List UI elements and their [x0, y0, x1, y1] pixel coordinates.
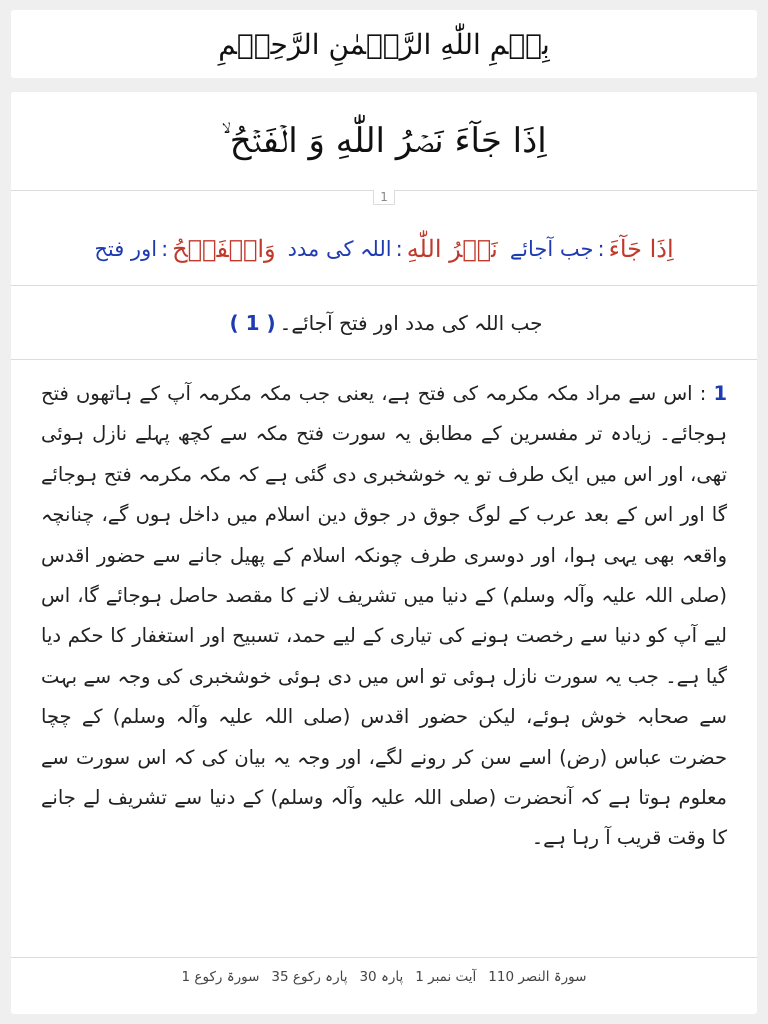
footnote-reference[interactable]: ( 1 ) — [229, 310, 276, 335]
ayah-card[interactable] — [11, 92, 757, 1014]
footer-para: پارہ 30 — [359, 969, 404, 985]
footer-surah-ruku: سورۃ رکوع 1 — [181, 969, 260, 985]
ayah-number: 1 — [373, 190, 395, 205]
tafseer-commentary — [11, 360, 757, 958]
footer-para-ruku: پارہ رکوع 35 — [271, 969, 348, 985]
word-urdu: اور فتح — [94, 237, 158, 261]
ayah-arabic-text: اِذَا جَآءَ نَصۡرُ اللّٰهِ وَ الۡفَتۡحُ ۙ — [221, 121, 547, 161]
translation-text: جب اللہ کی مدد اور فتح آجائے۔ — [279, 310, 543, 335]
word-separator: : — [597, 237, 605, 261]
bismillah-card — [11, 10, 757, 78]
commentary-text: اس سے مراد مکہ مکرمہ کی فتح ہے، یعنی جب مکہ مکرمہ آپ کے ہاتھوں فتح ہوجائے۔ زیادہ تر مفسرین کے مطابق یہ سورت فتح مکہ سے کچھ پہلے نازل ہوئی تھی، اور اس میں ایک طرف تو یہ خوشخبری دی گئی ہے کہ مکہ مکرمہ فتح ہوجائے گا اور اس کے بعد عرب کے لوگ جوق در جوق دین اسلام میں داخل ہوں گے، چنانچہ واقعہ بھی یہی ہوا، اور دوسری طرف چونکہ اسلام کے پھیل جانے سے حضور اقدس (صلی اللہ علیہ وآلہ وسلم) کے دنیا میں تشریف لانے کا مقصد حاصل ہوجائے گا، اس لیے آپ کو دنیا سے رخصت ہونے کی تیاری کے لیے حمد، تسبیح اور استغفار کا حکم دیا گیا ہے۔ جب یہ سورت نازل ہوئی تو اس میں دی ہوئی خوشخبری کی وجہ سے بہت سے صحابہ خوش ہوئے، لیکن حضور اقدس (صلی اللہ علیہ وآلہ وسلم) کے چچا حضرت عباس (رض) اسے سن کر رونے لگے، اور وجہ یہ بیان کی کہ اس سورت سے معلوم ہوتا ہے کہ آنحضرت (صلی اللہ علیہ وآلہ وسلم) کے دنیا سے تشریف لے جانے کا وقت قریب آ رہا ہے۔ — [41, 382, 727, 850]
ayah-number-divider — [11, 190, 757, 213]
commentary-separator: : — [699, 382, 707, 405]
bismillah-text: بِسۡمِ اللّٰهِ الرَّحۡمٰنِ الرَّحِیۡمِ — [218, 27, 550, 61]
word-urdu: اللہ کی مدد — [287, 237, 392, 261]
word-by-word-row — [11, 213, 757, 286]
commentary-footnote-number: 1 — [713, 382, 728, 405]
word-urdu: جب آجائے — [509, 237, 594, 261]
footer-ayah-number: آیت نمبر 1 — [415, 969, 477, 985]
word-separator: : — [161, 237, 169, 261]
footer-surah: سورۃ النصر 110 — [488, 969, 587, 985]
word-separator: : — [395, 237, 403, 261]
word-arabic[interactable]: اِذَا جَآءَ — [608, 235, 674, 263]
translation-row — [11, 286, 757, 360]
word-arabic[interactable]: وَالۡفَتۡحُ — [172, 235, 276, 263]
word-arabic[interactable]: نَصۡرُ اللّٰهِ — [406, 235, 498, 263]
ayah-reference-footer — [11, 958, 757, 996]
